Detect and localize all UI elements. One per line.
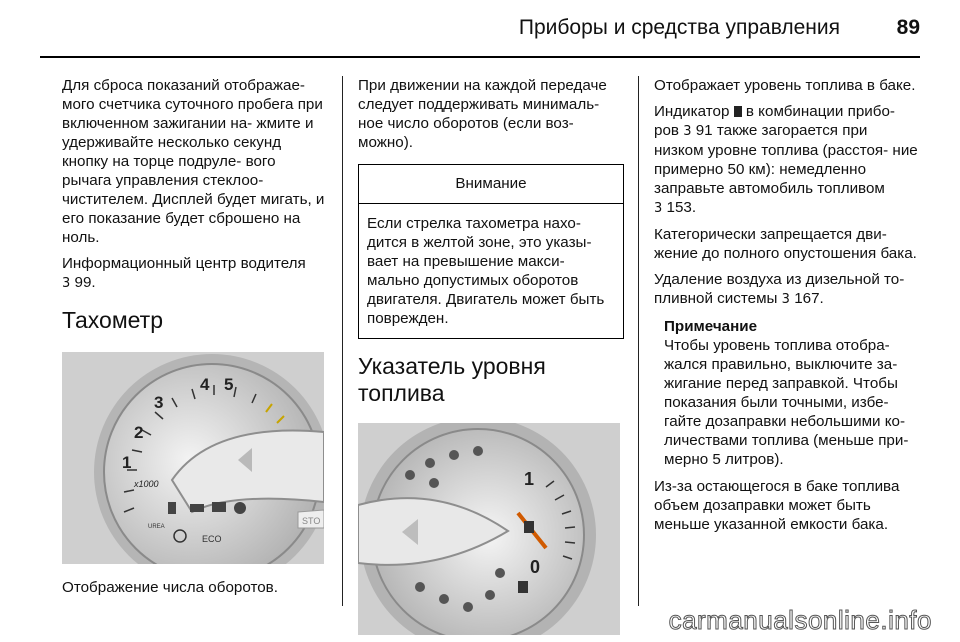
column-2: [358, 76, 624, 635]
column-3: [654, 76, 920, 541]
page-ref-icon: 3: [62, 276, 71, 291]
indicator-page-link[interactable]: 153.: [666, 199, 697, 216]
coolant-temp-icon: [168, 502, 176, 514]
lamp-icon: [429, 478, 439, 488]
page-number: 89: [896, 16, 920, 39]
header-rule: [40, 56, 920, 58]
diesel-bleed-page-link[interactable]: 167.: [794, 290, 824, 307]
page-header-title: Приборы и средства управления: [518, 16, 840, 39]
warning-box: [358, 164, 624, 339]
warning-lamp-icon: [415, 582, 425, 592]
lamp-icon: [473, 446, 483, 456]
fuel-pump-icon: [524, 521, 534, 533]
tacho-unit: x1000: [134, 479, 159, 489]
warning-lamp-icon: [463, 602, 473, 612]
fuel-gauge-heading: Указатель уровня топлива: [358, 353, 546, 406]
indicator-text-c: 91 также загорается при низком уровне топлива (расстоя- ние примерно 50 км): немедленно заправьте автомобиль топливом: [654, 122, 918, 197]
lamp-icon: [449, 450, 459, 460]
indicator-text-a: Индикатор: [654, 103, 730, 120]
watermark: carmanualsonline.info: [668, 605, 932, 635]
refill-volume-paragraph: Из-за остающегося в баке топлива объем дозаправки может быть меньше указанной емкости бака.: [654, 478, 900, 533]
lamp-icon: [425, 458, 435, 468]
tacho-label-2: 2: [134, 423, 144, 442]
tacho-label-4: 4: [200, 375, 210, 394]
note-body: Чтобы уровень топлива отобра- жался правильно, выключите за- жигание перед заправкой. Чтобы показания были точными, избе- гайте дозаправки небольшими ко- личествами топлива (меньше при- мерно 5 литров).: [664, 337, 909, 468]
driver-info-text: Информационный центр водителя: [62, 255, 306, 272]
tachometer-caption: Отображение числа оборотов.: [62, 579, 278, 596]
page-ref-icon: 3: [654, 201, 663, 216]
tacho-label-3: 3: [154, 393, 164, 412]
reset-trip-paragraph: Для сброса показаний отображае- мого счетчика суточного пробега при включенном зажигании на- жмите и удерживайте несколько секунд кнопку на торце подруле- вого рычага управления стеклоо- чистителем. Дисплей будет мигать, и его показание будет сброшено на ноль.: [62, 77, 325, 246]
brake-icon: [234, 502, 246, 514]
tacho-label-5: 5: [224, 375, 234, 394]
driver-info-page[interactable]: 99.: [74, 274, 96, 291]
page-ref-icon: 3: [781, 292, 790, 307]
driver-info-paragraph: [62, 254, 328, 293]
battery-icon: [212, 502, 226, 512]
min-rpm-paragraph: При движении на каждой передаче следует поддерживать минималь- ное число оборотов (если воз- можно).: [358, 77, 607, 151]
stop-button-label: STO: [302, 516, 321, 526]
column-divider: [342, 76, 343, 606]
fuel-full-label: 1: [524, 469, 535, 489]
note-block: [654, 317, 920, 469]
low-fuel-indicator-paragraph: [654, 102, 920, 218]
warning-lamp-icon: [495, 568, 505, 578]
empty-tank-paragraph: Категорически запрещается дви- жение до полного опустошения бака.: [654, 226, 917, 262]
page-ref-icon: 3: [683, 124, 692, 139]
note-title: Примечание: [664, 318, 758, 335]
column-1: [62, 76, 328, 597]
fuel-pump-icon: [734, 106, 742, 117]
column-divider: [638, 76, 639, 606]
urea-label: UREA: [148, 524, 165, 530]
fuel-empty-label: 0: [530, 557, 541, 577]
fuel-gauge-image: [358, 423, 620, 635]
fuel-level-paragraph: Отображает уровень топлива в баке.: [654, 77, 916, 94]
low-fuel-icon: [518, 581, 528, 593]
diesel-bleed-paragraph: [654, 270, 920, 309]
tachometer-image: [62, 352, 324, 564]
tacho-label-1: 1: [122, 453, 132, 472]
warning-lamp-icon: [485, 590, 495, 600]
warning-lamp-icon: [439, 594, 449, 604]
lamp-icon: [405, 470, 415, 480]
tachometer-heading: Тахометр: [62, 307, 164, 333]
warning-title: Внимание: [359, 165, 623, 204]
eco-label: ECO: [202, 534, 222, 544]
warning-body: Если стрелка тахометра нахо- дится в желтой зоне, это указы- вает на превышение макси- мально допустимых оборотов двигателя. Двигатель может быть поврежден.: [367, 215, 605, 327]
oil-pressure-icon: [190, 504, 204, 512]
indicator-text-b: в комбинации прибо- ров: [654, 103, 895, 139]
diesel-bleed-text: Удаление воздуха из дизельной то- пливной системы: [654, 271, 905, 307]
